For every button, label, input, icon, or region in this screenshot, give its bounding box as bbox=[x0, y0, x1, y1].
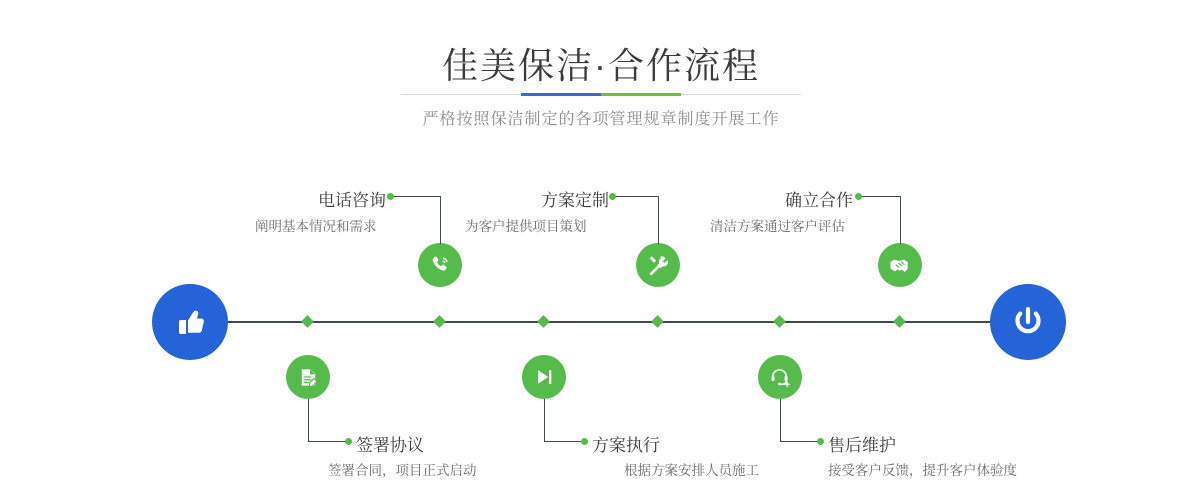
step-3-node-icon bbox=[636, 243, 680, 287]
step-5-title: 确立合作 bbox=[785, 191, 853, 210]
step-4-node-icon bbox=[522, 355, 566, 399]
step-5-connector-dot bbox=[855, 193, 862, 200]
step-3-desc: 为客户提供项目策划 bbox=[465, 219, 587, 234]
divider-accent-blue bbox=[521, 93, 601, 96]
step-4-connector-dot bbox=[581, 438, 588, 445]
step-4-axis-marker bbox=[537, 315, 550, 328]
step-5-connector-vertical bbox=[900, 196, 901, 244]
step-3-connector-dot bbox=[609, 193, 616, 200]
step-3-connector-horizontal bbox=[612, 196, 659, 197]
step-2-connector-vertical bbox=[308, 399, 309, 441]
step-6-connector-horizontal bbox=[780, 441, 820, 442]
step-6-axis-marker bbox=[773, 315, 786, 328]
step-6-connector-dot bbox=[817, 438, 824, 445]
step-6-node-icon bbox=[758, 355, 802, 399]
step-2-desc: 签署合同，项目正式启动 bbox=[328, 463, 477, 478]
step-1-connector-vertical bbox=[440, 196, 441, 244]
start-endpoint bbox=[152, 284, 228, 360]
phone-call-icon bbox=[428, 253, 452, 277]
end-endpoint bbox=[990, 284, 1066, 360]
step-1-title: 电话咨询 bbox=[318, 191, 386, 210]
document-edit-icon bbox=[297, 366, 320, 389]
page-subtitle: 严格按照保洁制定的各项管理规章制度开展工作 bbox=[422, 111, 780, 128]
step-1-desc: 阐明基本情况和需求 bbox=[255, 219, 377, 234]
page-title: 佳美保洁·合作流程 bbox=[442, 45, 760, 86]
step-1-axis-marker bbox=[433, 315, 446, 328]
step-6-connector-vertical bbox=[780, 399, 781, 441]
step-5-node-icon bbox=[878, 243, 922, 287]
timeline-axis bbox=[160, 321, 1042, 323]
play-forward-icon bbox=[533, 366, 555, 388]
step-5-axis-marker bbox=[893, 315, 906, 328]
step-2-axis-marker bbox=[301, 315, 314, 328]
step-5-connector-horizontal bbox=[858, 196, 901, 197]
power-icon bbox=[1007, 301, 1049, 343]
step-2-connector-horizontal bbox=[308, 441, 348, 442]
step-4-connector-vertical bbox=[544, 399, 545, 441]
step-4-desc: 根据方案安排人员施工 bbox=[624, 463, 759, 478]
step-1-connector-dot bbox=[387, 193, 394, 200]
tools-icon bbox=[646, 253, 670, 277]
customer-support-icon bbox=[769, 366, 792, 389]
step-4-title: 方案执行 bbox=[592, 436, 660, 455]
step-5-desc: 清洁方案通过客户评估 bbox=[710, 219, 845, 234]
step-2-title: 签署协议 bbox=[356, 436, 424, 455]
step-6-title: 售后维护 bbox=[828, 436, 896, 455]
handshake-icon bbox=[888, 253, 913, 278]
title-divider bbox=[0, 93, 1202, 97]
step-4-connector-horizontal bbox=[544, 441, 584, 442]
step-3-title: 方案定制 bbox=[541, 191, 609, 210]
step-2-connector-dot bbox=[345, 438, 352, 445]
step-1-connector-horizontal bbox=[390, 196, 441, 197]
step-6-desc: 接受客户反馈，提升客户体验度 bbox=[828, 463, 1017, 478]
step-3-connector-vertical bbox=[658, 196, 659, 244]
thumbs-up-icon bbox=[170, 302, 210, 342]
step-2-node-icon bbox=[286, 355, 330, 399]
step-1-node-icon bbox=[418, 243, 462, 287]
divider-accent-green bbox=[601, 93, 681, 96]
step-3-axis-marker bbox=[651, 315, 664, 328]
